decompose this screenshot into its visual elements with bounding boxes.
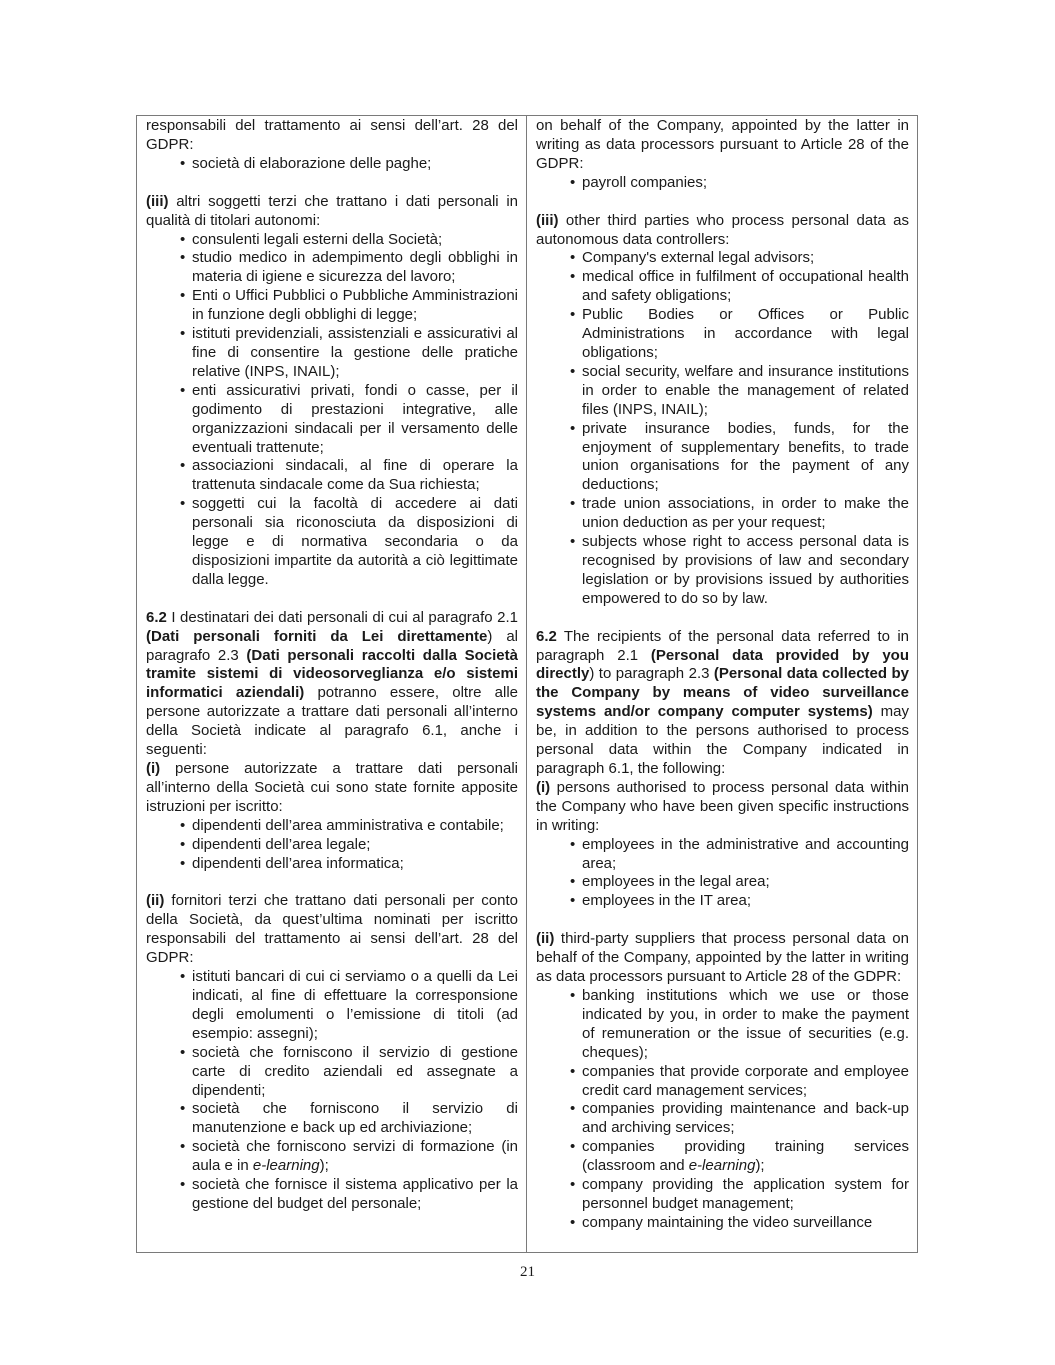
en-6-2-number: 6.2 <box>536 627 557 645</box>
it-6-2-text-a: I destinatari dei dati personali di cui al paragrafo 2.1 <box>166 608 518 626</box>
list-item: • medical office in fulfilment of occupational health and safety obligations; <box>582 268 909 306</box>
list-item: • dipendenti dell’area amministrativa e contabile; <box>192 817 518 836</box>
it-training-text: società che forniscono servizi di formazione (in aula e in <box>192 1138 518 1175</box>
list-item: • payroll companies; <box>582 174 909 193</box>
list-item: • employees in the IT area; <box>582 892 909 911</box>
page-number: 21 <box>520 1264 535 1280</box>
en-iii-text: other third parties who process personal data as autonomous data controllers: <box>536 211 909 248</box>
list-item: • employees in the legal area; <box>582 873 909 892</box>
it-training-post: ); <box>319 1157 329 1175</box>
it-intro: responsabili del trattamento ai sensi dell’art. 28 del GDPR: <box>146 117 518 153</box>
list-item: • consulenti legali esterni della Società; <box>192 231 518 250</box>
it-section-6-2 <box>146 609 518 760</box>
list-item: • studio medico in adempimento degli obblighi in materia di igiene e sicurezza del lavoro; <box>192 249 518 287</box>
list-item: • trade union associations, in order to make the union deduction as per your request; <box>582 495 909 533</box>
list-item: • società che fornisce il sistema applicativo per la gestione del budget del personale; <box>192 1176 518 1214</box>
it-iii-list <box>146 231 518 590</box>
list-item: • Public Bodies or Offices or Public Administrations in accordance with legal obligations; <box>582 306 909 363</box>
en-ii-text: third-party suppliers that process personal data on behalf of the Company, appointed by the latter in writing as data processors pursuant to Article 28 of the GDPR: <box>536 930 909 986</box>
list-item: • banking institutions which we use or those indicated by you, in order to make the payment of remuneration or the issue of securities (e.g. cheques); <box>582 987 909 1063</box>
it-i-list <box>146 817 518 874</box>
bilingual-table <box>136 115 918 1253</box>
it-6-2-bold-b: (Dati personali forniti da Lei direttamente <box>146 627 488 645</box>
en-i-label: (i) <box>536 778 551 796</box>
it-ii-text: fornitori terzi che trattano dati personali per conto della Società, da quest’ultima nominati per iscritto responsabili del trattamento ai sensi dell’art. 28 del GDPR: <box>146 892 518 967</box>
list-item <box>582 1138 909 1176</box>
list-item: • dipendenti dell’area legale; <box>192 836 518 855</box>
en-iii-list <box>536 249 909 608</box>
list-item: • private insurance bodies, funds, for the enjoyment of supplementary benefits, to trade union organisations for the payment of any deductions; <box>582 420 909 496</box>
list-item: • subjects whose right to access personal data is recognised by provisions of law and secondary legislation or by provisions issued by authorities empowered to do so by law. <box>582 533 909 609</box>
italian-column <box>137 116 527 1252</box>
en-6-2-bold-d: (Personal data collected by the Company by means of video surveillance systems and/or company computer systems) <box>536 665 910 721</box>
en-i-paragraph <box>536 779 909 836</box>
list-item: • istituti previdenziali, assistenziali e assicurativi al fine di consentire la gestione delle pratiche relative (INPS, INAIL); <box>192 325 518 382</box>
list-item: • istituti bancari di cui ci serviamo o a quelli da Lei indicati, al fine di effettuare la corresponsione degli emolumenti o l’emissione di titoli (ad esempio: assegni); <box>192 968 518 1044</box>
it-ii-paragraph <box>146 892 518 968</box>
en-i-text: persons authorised to process personal data within the Company who have been given specific instructions in writing: <box>536 778 909 834</box>
en-6-2-text-a: The recipients of the personal data referred to in paragraph 2.1 <box>536 627 909 664</box>
en-iii-label: (iii) <box>536 211 559 229</box>
en-i-list <box>536 836 909 912</box>
it-training-em: e-learning <box>252 1157 320 1175</box>
list-item: • dipendenti dell’area informatica; <box>192 855 518 874</box>
it-6-2-number: 6.2 <box>146 608 167 626</box>
list-item: • società che forniscono il servizio di gestione carte di credito aziendali ed assegnate a dipendenti; <box>192 1044 518 1101</box>
english-column <box>527 116 917 1252</box>
it-6-2-bold-d: (Dati personali raccolti dalla Società tramite sistemi di videosorveglianza e/o sistemi informatici aziendali) <box>146 646 518 702</box>
it-iii-paragraph <box>146 193 518 231</box>
list-item: • enti assicurativi privati, fondi o casse, per il godimento di prestazioni integrative, alle organizzazioni sindacali per il versamento delle eventuali trattenute; <box>192 382 518 458</box>
list-item: • società di elaborazione delle paghe; <box>192 155 518 174</box>
list-item: • company maintaining the video surveillance <box>582 1214 909 1233</box>
en-ii-label: (ii) <box>536 930 555 948</box>
en-intro: on behalf of the Company, appointed by the latter in writing as data processors pursuant to Article 28 of the GDPR: <box>536 117 909 172</box>
en-training-text: companies providing training services (classroom and <box>582 1138 909 1175</box>
en-section-6-2 <box>536 628 909 779</box>
it-i-label: (i) <box>146 760 161 777</box>
list-item: • associazioni sindacali, al fine di operare la trattenuta sindacale come da Sua richiesta; <box>192 457 518 495</box>
it-ii-label: (ii) <box>146 892 165 910</box>
list-item: • employees in the administrative and accounting area; <box>582 836 909 874</box>
it-6-2-text-e: potranno essere, oltre alle persone autorizzate a trattare dati personali all’interno della Società indicate al paragrafo 6.1, anche i seguenti: <box>146 684 518 759</box>
en-6-2-text-e: may be, in addition to the persons authorised to process personal data within the Company indicated in paragraph 6.1, the following: <box>536 703 909 777</box>
en-training-em: e-learning <box>688 1157 756 1175</box>
list-item <box>192 1138 518 1176</box>
list-item: • Company's external legal advisors; <box>582 249 909 268</box>
list-item: • social security, welfare and insurance institutions in order to enable the management of related files (INPS, INAIL); <box>582 363 909 420</box>
en-ii-paragraph <box>536 930 909 987</box>
it-intro-list <box>146 155 518 174</box>
it-i-paragraph <box>146 760 518 817</box>
list-item: • companies providing maintenance and back-up and archiving services; <box>582 1100 909 1138</box>
it-iii-label: (iii) <box>146 192 169 210</box>
list-item: • company providing the application system for personnel budget management; <box>582 1176 909 1214</box>
en-intro-list <box>536 174 909 193</box>
en-6-2-text-c: ) to paragraph 2.3 <box>589 665 714 683</box>
list-item: • società che forniscono il servizio di manutenzione e back up ed archiviazione; <box>192 1100 518 1138</box>
list-item: • Enti o Uffici Pubblici o Pubbliche Amministrazioni in funzione degli obblighi di legge; <box>192 287 518 325</box>
it-ii-list <box>146 968 518 1214</box>
en-ii-list <box>536 987 909 1233</box>
list-item: • soggetti cui la facoltà di accedere ai dati personali sia riconosciuta da disposizioni di legge e di normativa secondaria o da disposizioni impartite da autorità a ciò legittimate dalla legge. <box>192 495 518 590</box>
it-6-2-text-c: ) al paragrafo 2.3 <box>146 627 518 664</box>
list-item: • companies that provide corporate and employee credit card management services; <box>582 1063 909 1101</box>
en-6-2-bold-b: (Personal data provided by you directly <box>536 646 909 683</box>
en-training-post: ); <box>755 1157 765 1175</box>
it-iii-text: altri soggetti terzi che trattano i dati personali in qualità di titolari autonomi: <box>146 192 518 229</box>
it-i-text: persone autorizzate a trattare dati personali all’interno della Società cui sono state fornite apposite istruzioni per iscritto: <box>146 760 518 815</box>
en-iii-paragraph <box>536 212 909 250</box>
